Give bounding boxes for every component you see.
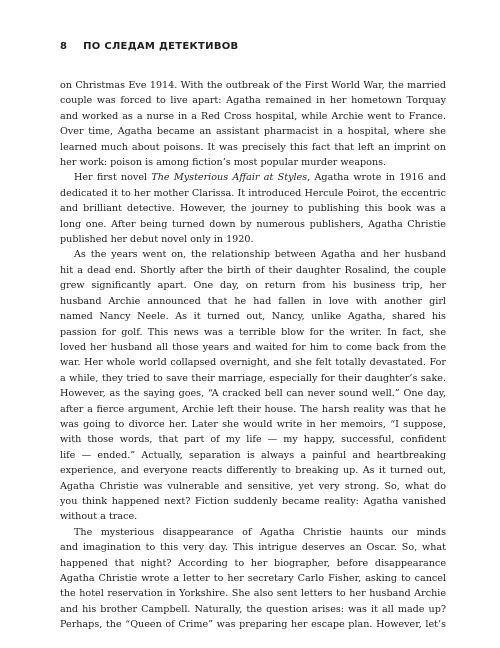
text-line: loved her husband all those years and waited for him to come back from the [60, 341, 446, 353]
paragraph [60, 78, 446, 170]
text-line: life — ended.” Actually, separation is always a painful and heartbreaking [60, 449, 446, 461]
text-line: named Nancy Neele. As it turned out, Nancy, unlike Agatha, shared his [60, 311, 446, 323]
text-line: happened that night? According to her biographer, before disappearance [60, 557, 446, 569]
text-line: and brilliant detective. However, the journey to publishing this book was a [60, 203, 446, 215]
text-line-start: Her first novel The Mysterious Affair at Styles, Agatha wrote in 1916 and [74, 172, 446, 184]
text-line: dedicated it to her mother Clarissa. It introduced Hercule Poirot, the eccentric [60, 187, 446, 199]
running-head [60, 41, 238, 52]
text-line: with those words, that part of my life — my happy, successful, confident [60, 434, 446, 446]
text-line: Agatha Christie wrote a letter to her secretary Carlo Fisher, asking to cancel [60, 573, 446, 584]
running-head-title: ПО СЛЕДАМ ДЕТЕКТИВОВ [83, 41, 239, 52]
text-line: without a trace. [60, 511, 138, 523]
page-number: 8 [60, 41, 68, 52]
text-line: her work: poison is among fiction’s most popular murder weapons. [60, 157, 387, 169]
text-line: after a fierce argument, Archie left their house. The harsh reality was that he [60, 403, 446, 415]
text-line: Over time, Agatha became an assistant pharmacist in a hospital, where she [60, 126, 446, 138]
text-line: passion for golf. This news was a terrible blow for the writer. In fact, she [60, 326, 446, 338]
paragraph [60, 247, 446, 524]
paragraph [60, 525, 446, 633]
text-line [60, 170, 446, 185]
text-line: The mysterious disappearance of Agatha Christie haunts our minds [74, 526, 446, 538]
text-line: learned much about poisons. It was precisely this fact that left an imprint on [60, 141, 446, 153]
text-line: Agatha Christie was vulnerable and sensitive, yet very strong. So, what do [60, 480, 446, 492]
body-text [60, 78, 446, 633]
text-line: husband Archie announced that he had fallen in love with another girl [60, 295, 446, 307]
text-line: couple was forced to live apart: Agatha remained in her hometown Torquay [60, 95, 446, 107]
text-line: However, as the saying goes, “A cracked bell can never sound well.” One day, [60, 388, 446, 400]
text-line: experience, and everyone reacts differently to breaking up. As it turned out, [60, 465, 446, 477]
text-line: long one. After being turned down by numerous publishers, Agatha Christie [60, 218, 446, 230]
text-line: published her debut novel only in 1920. [60, 234, 254, 246]
paragraph [60, 170, 446, 247]
text-line: the hotel reservation in Yorkshire. She also sent letters to her husband Archie [60, 588, 446, 600]
text-line: a while, they tried to save their marriage, especially for their daughter’s sake. [60, 372, 446, 384]
text-line: hit a dead end. Shortly after the birth of their daughter Rosalind, the couple [60, 264, 446, 276]
text-line: grew significantly apart. One day, on return from his business trip, her [60, 280, 446, 292]
text-line: you think happened next? Fiction suddenly became reality: Agatha vanished [60, 495, 446, 507]
book-title: The Mysterious Affair at Styles [151, 172, 308, 184]
text-line: and worked as a nurse in a Red Cross hospital, while Archie went to France. [60, 110, 446, 122]
text-line: and imagination to this very day. This intrigue deserves an Oscar. So, what [60, 542, 446, 554]
text-line: war. Her whole world collapsed overnight, and she felt totally devastated. For [60, 357, 446, 369]
text-line: As the years went on, the relationship between Agatha and her husband [74, 249, 446, 261]
text-line: and his brother Campbell. Naturally, the question arises: was it all made up? [60, 603, 446, 615]
text-line: on Christmas Eve 1914. With the outbreak of the First World War, the married [60, 80, 446, 91]
text-line: Perhaps, the “Queen of Crime” was preparing her escape plan. However, let’s [60, 619, 446, 631]
text-line: was going to divorce her. Later she would write in her memoirs, “I suppose, [60, 418, 446, 430]
